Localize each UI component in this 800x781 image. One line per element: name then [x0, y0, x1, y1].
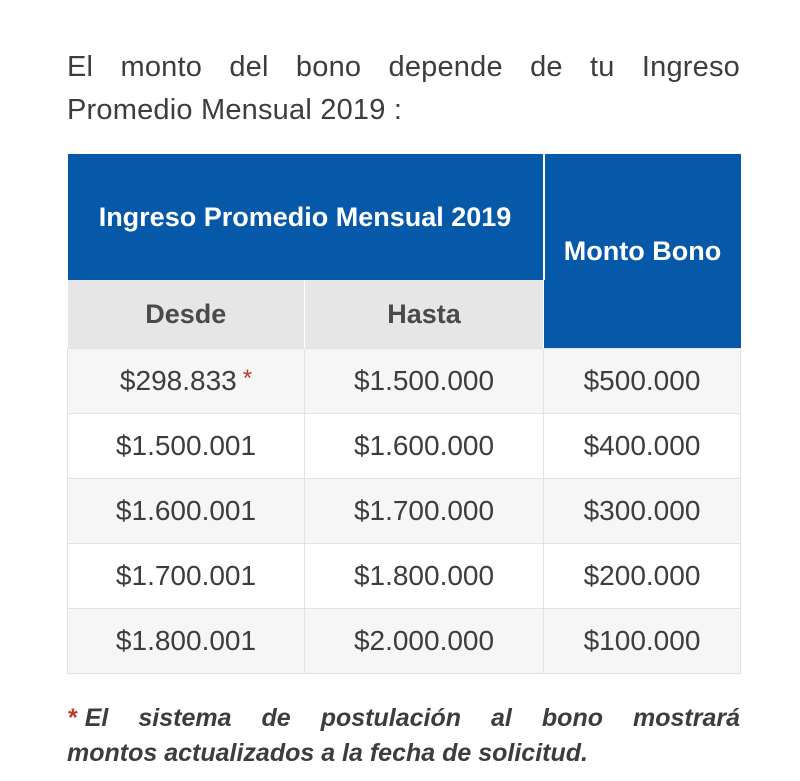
header-row: [68, 154, 741, 280]
desde-value: $298.833: [119, 365, 237, 396]
monto-cell: $200.000: [544, 544, 741, 609]
footnote-text-1: El sistema de postulación al bono mostrará: [84, 704, 740, 732]
intro-line-2: Promedio Mensual 2019 :: [67, 94, 403, 126]
hasta-cell: $2.000.000: [305, 609, 544, 674]
table-row: [68, 414, 741, 479]
desde-cell: $1.500.001: [68, 414, 305, 479]
desde-cell: $1.800.001: [68, 609, 305, 674]
footnote-asterisk: *: [67, 704, 77, 732]
hasta-cell: $1.700.000: [305, 479, 544, 544]
monto-cell: $400.000: [544, 414, 741, 479]
bono-table: [67, 154, 741, 674]
monto-cell: $100.000: [544, 609, 741, 674]
hasta-cell: $1.800.000: [305, 544, 544, 609]
desde-cell: $1.600.001: [68, 479, 305, 544]
desde-header: Desde: [68, 280, 305, 349]
table-row: [68, 479, 741, 544]
monto-cell: $300.000: [544, 479, 741, 544]
desde-cell: $1.700.001: [68, 544, 305, 609]
table-row: [68, 609, 741, 674]
hasta-cell: $1.500.000: [305, 349, 544, 414]
hasta-header: Hasta: [305, 280, 544, 349]
footnote: [67, 701, 740, 771]
ingreso-promedio-header: Ingreso Promedio Mensual 2019: [68, 154, 544, 280]
monto-cell: $500.000: [544, 349, 741, 414]
monto-bono-header: Monto Bono: [544, 154, 741, 349]
intro-text: [67, 46, 740, 132]
hasta-cell: $1.600.000: [305, 414, 544, 479]
asterisk-mark: *: [242, 365, 253, 392]
intro-line-1: El monto del bono depende de tu Ingreso: [67, 51, 740, 83]
desde-cell: [68, 349, 305, 414]
footnote-line-2: montos actualizados a la fecha de solicitud.: [67, 739, 588, 767]
footnote-line-1: [67, 701, 740, 736]
table-row: [68, 349, 741, 414]
table-row: [68, 544, 741, 609]
